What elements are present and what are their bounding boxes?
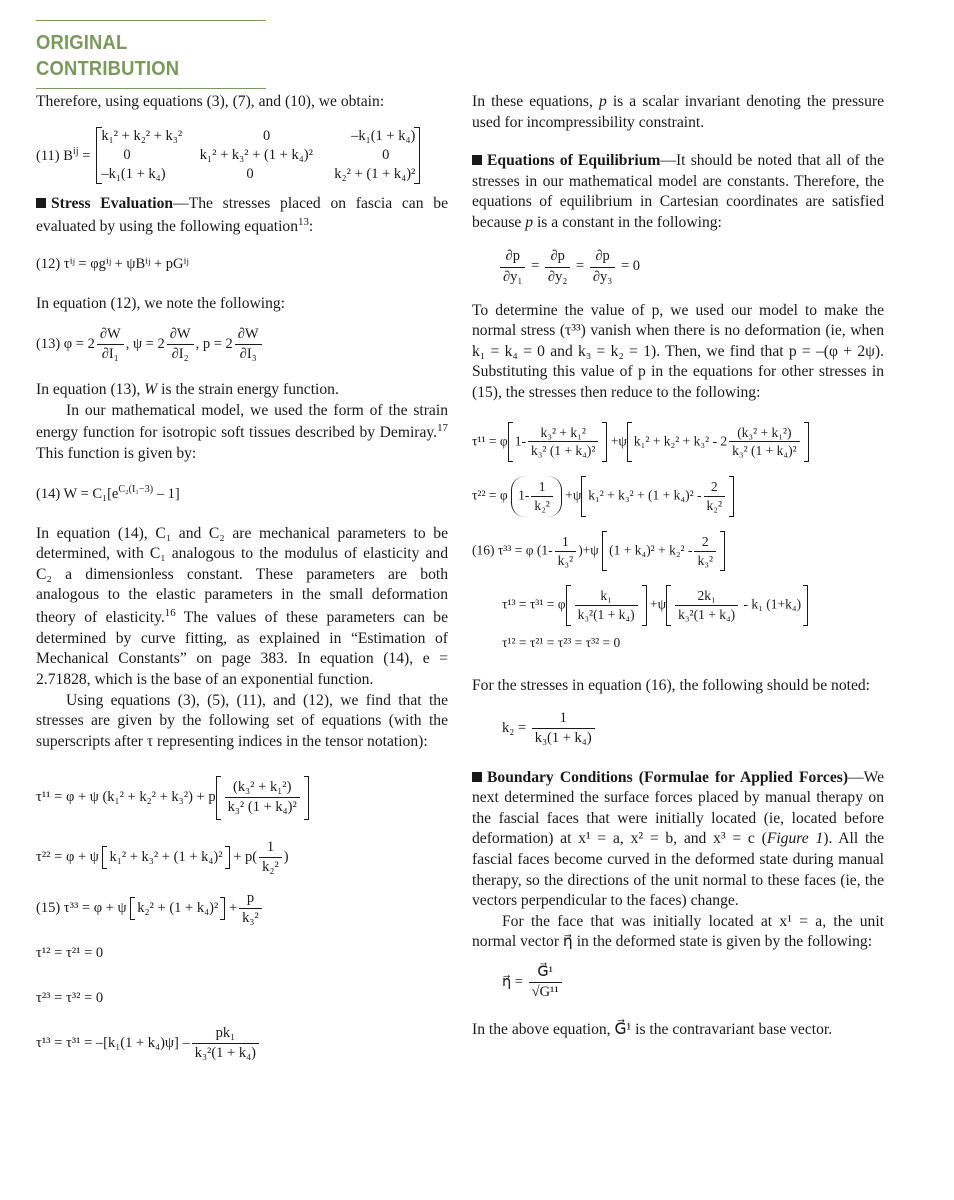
matrix-cell: –k₁(1 + k₄) [351, 127, 416, 144]
stress-evaluation-heading: Stress Evaluation [51, 194, 174, 212]
eq13-psi: , ψ = 2 [125, 335, 165, 352]
matrix-cell: 0 [382, 146, 390, 163]
matrix-cell: 0 [246, 165, 254, 182]
section-bullet-icon [472, 772, 482, 782]
contravariant-paragraph: In the above equation, G⃗¹ is the contravariant base vector. [472, 1021, 833, 1039]
matrix-row [101, 127, 415, 146]
equation-15-tau22: τ²² = φ + ψ k₁² + k₃² + (1 + k₄)² + p( $\frac{1}{\text{k₂²}}$ ) [36, 838, 289, 875]
equation-15-tau23: τ²³ = τ³² = 0 [36, 990, 104, 1007]
using-equations-paragraph: Using equations (3), (5), (11), and (12), we find that the stresses are given by the following set of equations (with the superscripts after τ representing indices in the tensor notation): [36, 691, 448, 750]
intro-paragraph: Therefore, using equations (3), (7), and (10), we obtain: [36, 93, 385, 110]
equation-16-tau12: τ¹² = τ²¹ = τ²³ = τ³² = 0 [502, 635, 621, 651]
equation-15-tau13: τ¹³ = τ³¹ = –[k₁(1 + k₄)ψ] – $\frac{\text{pk₁}}{\text{k₃²(1 + k₄)}}$ [36, 1024, 448, 1063]
eq11-label: (11) $B^{ij}$ = [36, 145, 91, 164]
matrix-cell: k₁² + k₃² + (1 + k₄)² [199, 146, 313, 163]
pressure-paragraph: In these equations, p is a scalar invariant denoting the pressure used for incompressibility constraint. [472, 93, 884, 131]
figure-1-reference: Figure 1 [766, 830, 824, 848]
matrix-cell: k₁² + k₂² + k₃² [101, 127, 183, 144]
equation-15-tau12: τ¹² = τ²¹ = 0 [36, 945, 104, 961]
equation-16-tau13: τ¹³ = τ³¹ = φ $\frac{\text{k₁}}{\text{k₃²(1 + k₄)}}$ +ψ $\frac{\text{2k₁}}{\text{k₃²(1 + k₄)}}$ - k₁ (1+k₄) [472, 585, 884, 626]
eq13-note-paragraph: In equation (13), W is the strain energy function. [36, 381, 339, 399]
eq13-p: , p = 2 [195, 335, 233, 352]
equation-13 [36, 325, 448, 364]
stress-evaluation-text: —The stresses placed on fascia can be evaluated by using the following equation [36, 194, 448, 235]
equilibrium-heading: Equations of Equilibrium [487, 152, 661, 170]
right-column [472, 92, 884, 1041]
matrix-cell: 0 [123, 146, 131, 163]
equation-14: (14) $W = C_1[e^{C_2(I_1-3)} - 1]$ [36, 483, 180, 502]
parameters-paragraph: In equation (14), C₁ and C₂ are mechanical parameters to be determined, with C₁ analogous to the modulus of elasticity and C₂ a dimensionless constant. These parameters are both analogous to the elastic parameters in the small deformation theory of elasticity.$^{16}$ The values of these parameters can be determined by curve fitting, as explained in “Estimation of Mechanical Constants” on page 383. In equation (14), e = 2.71828, which is the base of an exponential function. [36, 524, 448, 688]
determine-p-paragraph: To determine the value of p, we used our model to make the normal stress (τ³³) vanish when there is no deformation (ie, when k₁ = k₄ = 0 and k₃ = k₂ = 1). Then, we find that p = –(φ + 2ψ). Substituting this value of p in the equations for other stresses in (15), the stresses then reduce to the following: [472, 301, 884, 402]
section-header [36, 20, 266, 89]
eq13-frac-2: $\frac{\partial W}{\text{∂I₂}}$ [167, 325, 194, 364]
eq15-bracket: $\frac{\text{(k₃² + k₁²)}}{\text{k₃² (1 + k₄)²}}$ [216, 776, 309, 819]
left-column [36, 92, 448, 1064]
eq13-frac-1: $\frac{\partial W}{\text{∂I₁}}$ [97, 325, 124, 364]
section-bullet-icon [36, 198, 46, 208]
equation-16-tau22: τ²² = φ 1- $\frac{1}{\text{k₂²}}$ +ψ k₁² + k₃² + (1 + k₄)² - $\frac{2}{\text{k₂²}}$ [472, 476, 884, 517]
reference-13: 13 [298, 215, 309, 228]
eq15-33-bracket: k₂² + (1 + k₄)² [130, 897, 225, 920]
equation-15-tau33: (15) τ³³ = φ + ψ k₂² + (1 + k₄)² + $\frac{p}{\text{k₃²}}$ [36, 889, 448, 928]
section-bullet-icon [472, 155, 482, 165]
equilibrium-paragraph: Equations of Equilibrium—It should be noted that all of the stresses in our mathematical model are constants. Therefore, the equations of equilibrium in Cartesian coordinates are satisfied because p is a constant in the following: [472, 152, 884, 231]
eq12-note-paragraph: In equation (12), we note the following: [36, 295, 286, 313]
equation-12: (12) τⁱʲ = φgⁱʲ + ψBⁱʲ + pGⁱʲ [36, 256, 189, 273]
matrix-row [101, 146, 415, 165]
equation-16-tau33: (16) τ³³ = φ (1- $\frac{1}{\text{k₃²}}$ )+ψ (1 + k₄)² + k₂² - $\frac{2}{\text{k₃²}}$ [472, 531, 884, 572]
equation-16-tau11: τ¹¹ = φ 1- $\frac{\text{k₃² + k₁²}}{\text{k₃² (1 + k₄)²}}$ +ψ k₁² + k₂² + k₃² - 2 $\frac{\text{(k₃² + k₁²)}}{\text{k₃² (1 + k₄)²}}$ [472, 422, 884, 463]
face-paragraph: For the face that was initially located at x¹ = a, the unit normal vector η⃗ in the deformed state is given by the following: [472, 912, 884, 951]
eq11-matrix [96, 127, 420, 184]
matrix-cell: –k₁(1 + k₄) [101, 165, 166, 182]
eta-equation: η⃗ = $\frac{\text{G⃗¹}}{\text{√G¹¹}}$ [472, 963, 884, 1002]
equilibrium-equation: $\frac{\partial p}{\text{∂y₁}}$ = $\frac{\partial p}{\text{∂y₂}}$ = $\frac{\partial p}{\text{∂y₃}}$ = 0 [472, 247, 884, 286]
section-title: ORIGINAL CONTRIBUTION [36, 32, 180, 81]
eq13-phi: (13) φ = 2 [36, 335, 95, 352]
model-paragraph: In our mathematical model, we used the form of the strain energy function for isotropic soft tissues described by Demiray.$^{17}$ This function is given by: [36, 401, 448, 463]
eq13-frac-3: $\frac{\partial W}{\text{∂I₃}}$ [235, 325, 262, 364]
boundary-conditions-paragraph: Boundary Conditions (Formulae for Applied Forces)—We next determined the surface forces placed by manual therapy on the fascial faces that were initially located (ie, located before deformation) at x¹ = a, x² = b, and x³ = c (Figure 1). All the fascial faces become curved in the deformed state during manual therapy, so the directions of the unit normal to these faces (ie, the vectors perpendicular to the faces) change. [472, 768, 884, 910]
equation-11 [36, 127, 448, 184]
stress-evaluation-end: : [308, 217, 314, 235]
eq15-22-bracket: k₁² + k₃² + (1 + k₄)² [102, 846, 229, 869]
stress-evaluation-paragraph [36, 194, 448, 237]
matrix-cell: 0 [263, 127, 271, 144]
matrix-cell: k₂² + (1 + k₄)² [334, 165, 416, 182]
matrix-row [101, 165, 415, 184]
note-16-paragraph: For the stresses in equation (16), the following should be noted: [472, 676, 871, 694]
boundary-conditions-heading: Boundary Conditions (Formulae for Applied Forces) [487, 768, 849, 786]
header-rule-bottom [36, 88, 266, 89]
equation-15-tau11: τ¹¹ = φ + ψ (k₁² + k₂² + k₃²) + p $\frac{\text{(k₃² + k₁²)}}{\text{k₃² (1 + k₄)²}}$ [36, 776, 448, 819]
k2-equation: k₂ = $\frac{1}{\text{k₃(1 + k₄)}}$ [472, 709, 884, 748]
